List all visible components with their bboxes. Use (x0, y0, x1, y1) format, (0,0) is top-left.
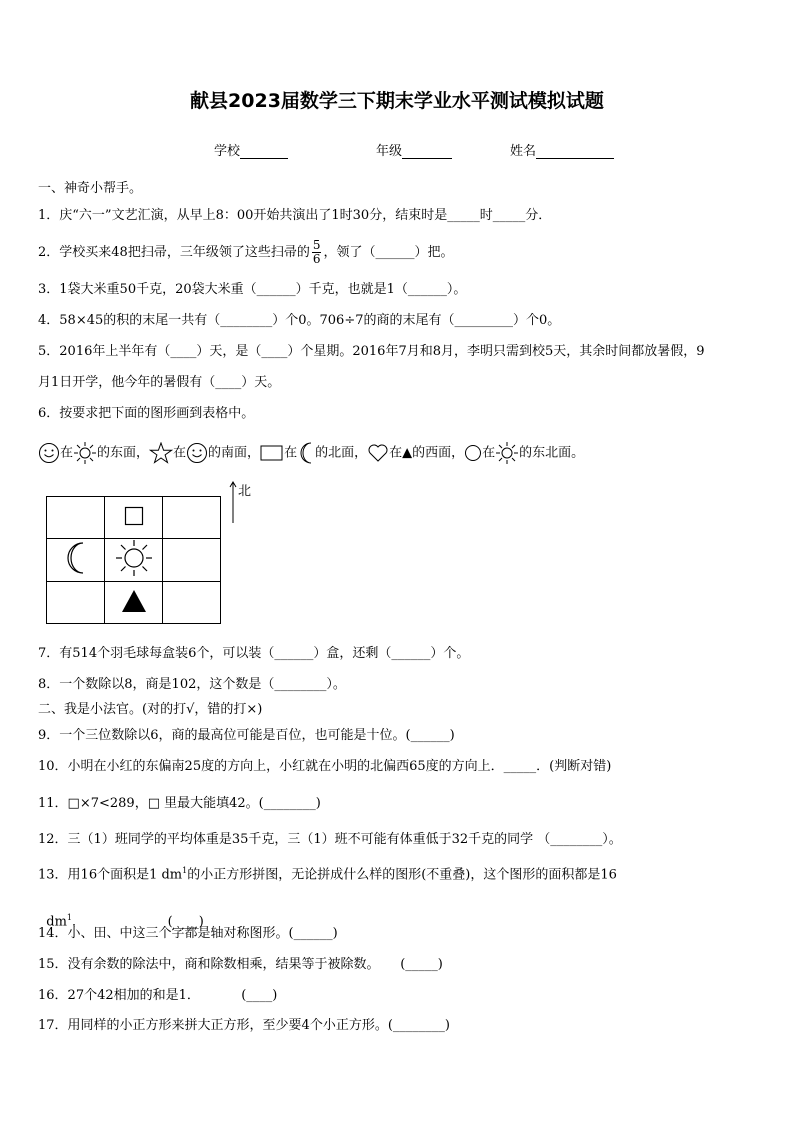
question-6: 6．按要求把下面的图形画到表格中。 (38, 406, 255, 421)
rule-text: 在 (284, 445, 298, 461)
question-13-line-2 (38, 894, 204, 930)
rule-text: 在 (173, 445, 187, 461)
section-1-heading: 一、神奇小帮手。 (38, 181, 143, 196)
smiley-icon (38, 442, 60, 464)
name-label: 姓名 (510, 144, 537, 159)
grid-cell[interactable] (47, 497, 105, 539)
question-14: 14．小、田、中这三个字都是轴对称图形。(______) (38, 926, 338, 941)
question-8: 8．一个数除以8，商是102，这个数是（________）。 (38, 677, 346, 692)
school-label: 学校 (214, 144, 241, 159)
question-15: 15．没有余数的除法中，商和除数相乘，结果等于被除数。 (_____) (38, 957, 443, 972)
north-arrow-icon (228, 480, 238, 524)
fraction-denominator: 6 (312, 252, 321, 266)
heart-icon (367, 443, 389, 463)
grade-label: 年级 (376, 144, 403, 159)
grid-cell[interactable] (105, 539, 163, 582)
sun-icon (115, 539, 153, 577)
rule-text: 的东北面。 (519, 445, 585, 461)
superscript: 1 (182, 866, 188, 875)
question-2-text-b: ，领了（______）把。 (323, 245, 454, 260)
grid-cell[interactable] (163, 539, 221, 582)
question-13-text-b: 的小正方形拼图，无论拼成什么样的图形(不重叠)，这个图形的面积都是16 (187, 867, 617, 883)
question-2 (38, 234, 453, 272)
triangle-icon (121, 589, 147, 613)
moon-icon (297, 441, 315, 465)
question-10: 10．小明在小红的东偏南25度的方向上，小红就在小明的北偏西65度的方向上．_____．(判断对错) (38, 759, 612, 774)
grid-cell[interactable] (163, 582, 221, 624)
question-7: 7．有514个羽毛球每盒装6个，可以装（______）盒，还剩（______）个。 (38, 646, 470, 661)
square-icon (260, 444, 284, 462)
circle-icon (464, 444, 482, 462)
moon-icon (63, 541, 89, 575)
grade-field (376, 140, 452, 159)
fraction (312, 239, 322, 266)
rule-text: 的东面， (97, 445, 150, 461)
rule-text: 的北面， (315, 445, 368, 461)
grade-blank[interactable] (402, 146, 452, 159)
school-blank[interactable] (240, 146, 288, 159)
rule-text: 在▲的西面， (389, 445, 465, 461)
star-icon (149, 442, 173, 464)
grid-cell[interactable] (105, 582, 163, 624)
sun-icon (73, 441, 97, 465)
question-13-text-c: dm (46, 914, 67, 930)
grid-cell[interactable] (163, 497, 221, 539)
question-5-line-1: 5．2016年上半年有（____）天，是（____）个星期。2016年7月和8月，李明只需到校5天，其余时间都放暑假，9 (38, 344, 705, 359)
fraction-numerator: 5 (312, 238, 321, 252)
question-13-text-a: 13．用16个面积是1 dm (38, 867, 183, 883)
question-9: 9．一个三位数除以6，商的最高位可能是百位，也可能是十位。(______) (38, 728, 455, 743)
rule-text: 在 (482, 445, 496, 461)
question-11: 11．□×7<289，□ 里最大能填42。(________) (38, 796, 321, 811)
question-6-rule (38, 441, 584, 465)
question-16: 16．27个42相加的和是1． (____) (38, 988, 278, 1003)
question-4: 4．58×45的积的末尾一共有（________）个0。706÷7的商的末尾有（_________）个0。 (38, 313, 561, 328)
question-1: 1．庆“六一”文艺汇演，从早上8：00开始共演出了1时30分，结束时是_____时_____分． (38, 208, 552, 223)
name-field (510, 140, 614, 159)
question-2-text-a: 2．学校买来48把扫帚，三年级领了这些扫帚的 (38, 245, 310, 260)
square-icon (124, 506, 144, 526)
name-blank[interactable] (536, 146, 614, 159)
rule-text: 的南面， (208, 445, 261, 461)
question-17: 17．用同样的小正方形来拼大正方形，至少要4个小正方形。(________) (38, 1018, 450, 1033)
sun-icon (495, 441, 519, 465)
school-field (214, 140, 288, 159)
page-title: 献县2023届数学三下期末学业水平测试模拟试题 (190, 90, 604, 112)
direction-grid (46, 496, 221, 624)
section-2-heading: 二、我是小法官。(对的打√，错的打×) (38, 702, 263, 717)
question-13-line-1 (38, 863, 617, 883)
smiley-icon (186, 442, 208, 464)
superscript: 1 (66, 913, 73, 922)
grid-cell[interactable] (105, 497, 163, 539)
question-3: 3．1袋大米重50千克，20袋大米重（______）千克，也就是1（______）。 (38, 282, 467, 297)
rule-text: 在 (60, 445, 74, 461)
grid-cell[interactable] (47, 539, 105, 582)
question-5-line-2: 月1日开学，他今年的暑假有（____）天。 (38, 375, 281, 390)
north-label: 北 (238, 484, 252, 499)
grid-cell[interactable] (47, 582, 105, 624)
question-13-text-d: ． (____) (72, 914, 204, 930)
question-12: 12．三（1）班同学的平均体重是35千克，三（1）班不可能有体重低于32千克的同学 （________）。 (38, 832, 622, 847)
